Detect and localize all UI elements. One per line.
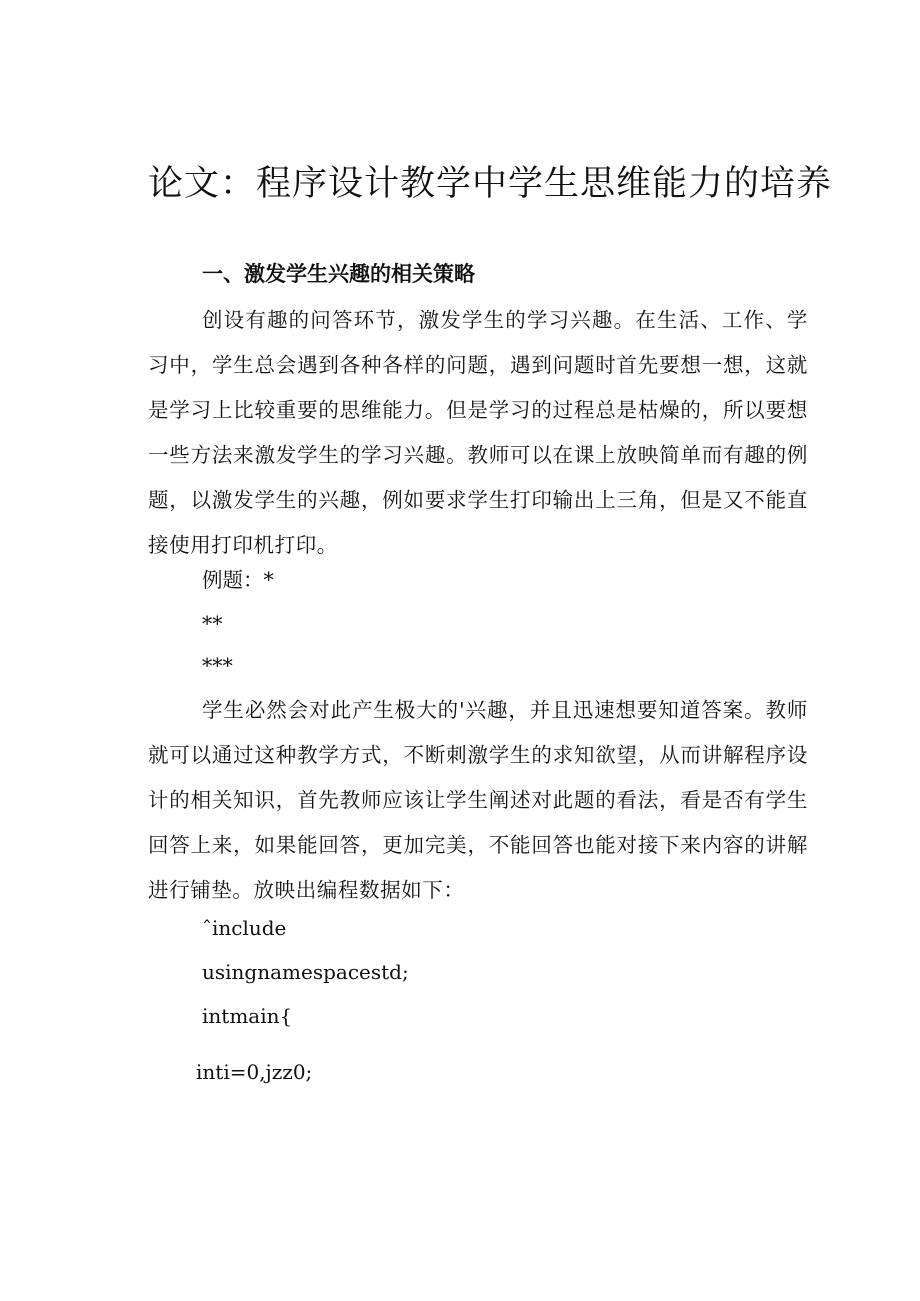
example-stars-line-2: ** <box>202 612 223 636</box>
example-label: 例题：* <box>202 568 274 592</box>
code-line-namespace: usingnamespacestd; <box>202 960 409 984</box>
example-stars-line-3: *** <box>202 654 233 678</box>
page-title: 论文：程序设计教学中学生思维能力的培养 <box>148 164 833 204</box>
paragraph-interest-strategy: 创设有趣的问答环节，激发学生的学习兴趣。在生活、工作、学习中，学生总会遇到各种各样的问题，遇到问题时首先要想一想，这就是学习上比较重要的思维能力。但是学习的过程总是枯燥的，所以要想一些方法来激发学生的学习兴趣。教师可以在课上放映简单而有趣的例题，以激发学生的兴趣，例如要求学生打印输出上三角，但是又不能直接使用打印机打印。 <box>148 308 808 557</box>
paragraph-student-response: 学生必然会对此产生极大的'兴趣，并且迅速想要知道答案。教师就可以通过这种教学方式，不断刺激学生的求知欲望，从而讲解程序设计的相关知识，首先教师应该让学生阐述对此题的看法，看是否有学生回答上来，如果能回答，更加完美，不能回答也能对接下来内容的讲解进行铺垫。放映出编程数据如下： <box>148 698 808 902</box>
code-line-include: ˆinclude <box>202 916 287 940</box>
section-heading: 一、激发学生兴趣的相关策略 <box>202 262 475 286</box>
code-line-variables: inti=0,jzz0; <box>196 1060 313 1084</box>
code-line-main: intmain{ <box>202 1004 293 1028</box>
